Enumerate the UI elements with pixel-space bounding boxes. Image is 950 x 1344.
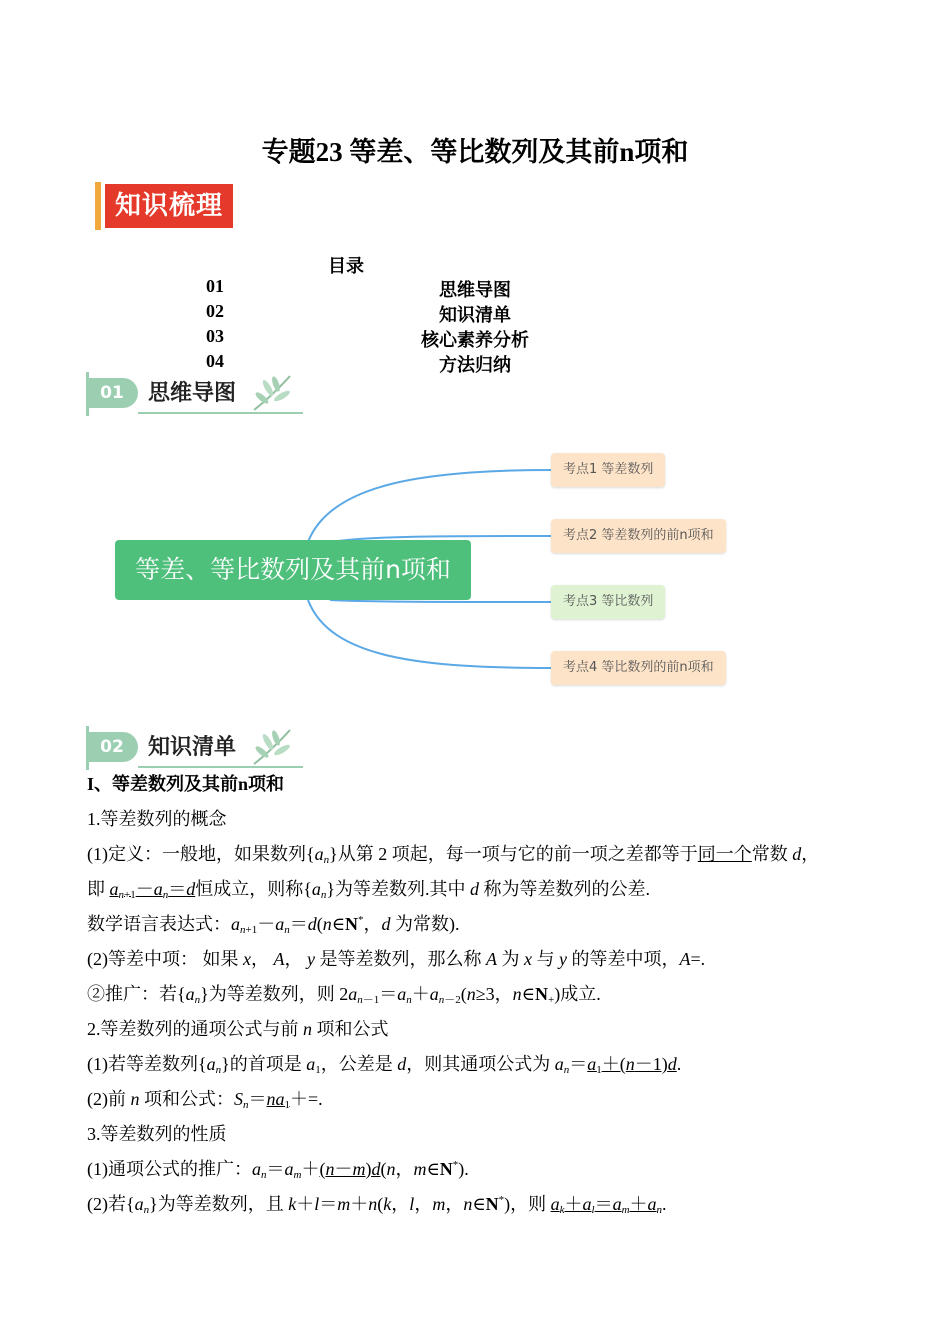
knowledge-content [87,770,867,1225]
toc-item[interactable] [0,276,950,301]
generalization-line: ②推广：若$\{a_n\}$为等差数列，则 $2a_{n-1}=a_n+a_{n-2}(n\ge 3$，$n\in N_+$)成立. [87,984,601,1006]
section-label: 思维导图 [148,381,237,406]
mind-map-center-node[interactable]: 等差、等比数列及其前n项和 [115,540,471,600]
mind-map-node[interactable]: 考点3 等比数列 [551,585,665,619]
sum-formula-line: (2)前 n 项和公式：$S_n=na_1+=$. [87,1089,323,1111]
definition-line: (1)定义：一般地，如果数列$\{a_n\}$从第 2 项起，每一项与它的前一项之差都等于同一个常数 d， [87,844,820,866]
mindmap-section-header [86,372,316,416]
leaf-icon [246,728,294,766]
mind-map-node[interactable]: 考点4 等比数列的前n项和 [551,651,726,685]
toc-heading: 目录 [328,256,364,276]
toc-item-label: 思维导图 [439,280,511,300]
toc-item-number: 03 [206,326,224,346]
leaf-icon [246,374,294,412]
toc-item[interactable] [0,326,950,351]
section-number-badge: 02 [86,732,138,762]
toc-item-number: 01 [206,276,224,296]
mind-map-node[interactable]: 考点1 等差数列 [551,453,665,487]
section-number-badge: 01 [86,378,138,408]
mind-map [0,430,950,720]
document-title: 专题23 等差、等比数列及其前n项和 [261,137,689,167]
property-line: (1)通项公式的推广：$a_n=a_m+(n-m)d(n$，m∈N*). [87,1159,469,1181]
definition-formula-line: 即 $a_{n+1}-a_n=d$恒成立，则称$\{a_n\}$为等差数列.其中 d 称为等差数列的公差. [87,879,650,901]
property-line: (2)若$\{a_n\}$为等差数列，且 k＋l＝m＋n(k，l，m，n∈N*)，则 $a_k+a_l=a_m+a_n$. [87,1194,667,1216]
section-label: 知识清单 [148,735,237,760]
content-heading: I、等差数列及其前n项和 [87,774,285,794]
subsection-title: 2.等差数列的通项公式与前 n 项和公式 [87,1019,389,1039]
toc-item-label: 核心素养分析 [421,330,529,350]
toc-item-number: 04 [206,351,224,371]
subsection-title: 1.等差数列的概念 [87,809,227,829]
general-term-line: (1)若等差数列$\{a_n\}$的首项是 $a_1$，公差是 d，则其通项公式为 $a_n=a_1+(n-1)d$. [87,1054,682,1076]
toc-item-label: 方法归纳 [439,355,511,375]
mind-map-node[interactable]: 考点2 等差数列的前n项和 [551,519,726,553]
header-underline [138,412,303,414]
arithmetic-mean-line: (2)等差中项： 如果 x， A， y 是等差数列，那么称 A 为 x 与 y 的等差中项，A=. [87,949,706,969]
math-expression-line: 数学语言表达式：$a_{n+1}-a_n=d(n\in N^*$，d 为常数). [87,914,460,936]
knowledge-list-section-header [86,726,316,770]
header-underline [138,766,303,768]
toc-item-label: 知识清单 [439,305,511,325]
banner-accent-bar [95,182,101,230]
banner-label: 知识梳理 [105,184,233,228]
toc-item[interactable] [0,301,950,326]
subsection-title: 3.等差数列的性质 [87,1124,227,1144]
toc-item-number: 02 [206,301,224,321]
